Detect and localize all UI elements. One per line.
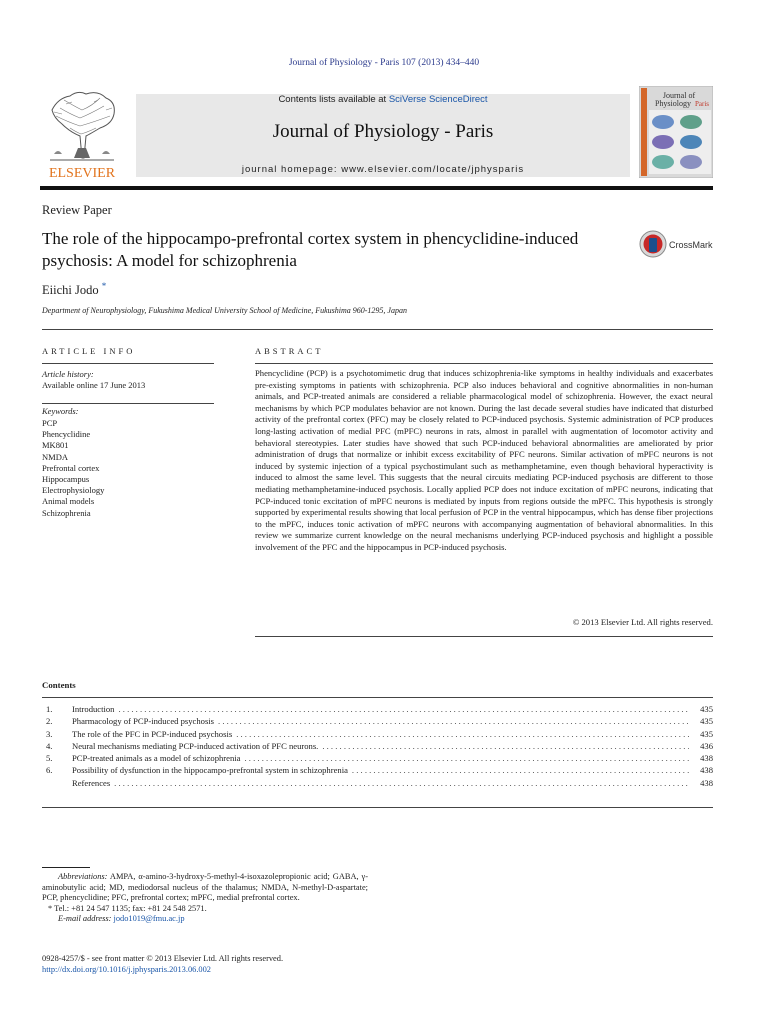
toc-leader: [322, 740, 689, 752]
toc-title[interactable]: PCP-treated animals as a model of schizophrenia: [72, 753, 241, 764]
keyword: NMDA: [42, 451, 68, 462]
email-label: E-mail address:: [58, 914, 112, 924]
toc-item[interactable]: [46, 728, 713, 740]
toc-title[interactable]: Neural mechanisms mediating PCP-induced activation of PFC neurons.: [72, 740, 319, 751]
abstract-copyright: © 2013 Elsevier Ltd. All rights reserved.: [572, 617, 713, 627]
toc-item[interactable]: [46, 764, 713, 776]
toc-page: 438: [700, 753, 713, 764]
toc-item[interactable]: [46, 715, 713, 727]
toc-number: 4.: [46, 740, 53, 751]
keyword: Phencyclidine: [42, 429, 91, 440]
elsevier-tree-icon: [40, 88, 124, 180]
toc-item[interactable]: [46, 777, 713, 789]
telephone-text: Tel.: +81 24 547 1135; fax: +81 24 548 2571.: [54, 903, 207, 913]
toc-page: 435: [700, 716, 713, 727]
cover-title-line2: Physiology: [654, 99, 692, 108]
toc-leader: [218, 715, 689, 727]
cover-title-line3: Paris: [695, 100, 709, 108]
abbreviations-footnote: [42, 872, 368, 904]
table-of-contents: [46, 703, 713, 789]
issn-block: [42, 953, 283, 975]
toc-title[interactable]: Pharmacology of PCP-induced psychosis: [72, 716, 215, 727]
toc-leader: [114, 777, 689, 789]
abbreviations-label: Abbreviations:: [58, 872, 108, 881]
toc-page: 435: [700, 704, 713, 714]
toc-page: 435: [700, 728, 713, 739]
toc-page: 438: [700, 777, 713, 788]
article-info-heading: ARTICLE INFO: [42, 346, 136, 356]
author-name: Eiichi Jodo: [42, 283, 99, 298]
abstract-bottom-rule: [255, 636, 713, 637]
author-footnote-link[interactable]: *: [101, 281, 107, 291]
author: [42, 281, 106, 298]
contents-top-rule: [42, 697, 713, 698]
contents-availability: [136, 94, 630, 105]
toc-number: 1.: [46, 704, 53, 714]
article-history-value: Available online 17 June 2013: [42, 380, 146, 390]
doi-link[interactable]: http://dx.doi.org/10.1016/j.jphysparis.2013.06.002: [42, 965, 211, 974]
article-info-rule: [42, 363, 214, 364]
crossmark-label: CrossMark: [669, 240, 713, 250]
footnote-mark: *: [48, 903, 53, 913]
contents-heading: Contents: [42, 680, 76, 690]
elsevier-logo: [40, 88, 124, 180]
journal-title: Journal of Physiology - Paris: [272, 121, 494, 142]
email-footnote: [42, 914, 368, 925]
toc-leader: [245, 752, 690, 764]
toc-number: 6.: [46, 765, 53, 776]
toc-leader: [352, 764, 689, 776]
affiliation-rule: [42, 329, 713, 330]
article-title: The role of the hippocampo-prefrontal cortex system in phencyclidine-induced psychosis: A model for schizophrenia: [42, 229, 579, 270]
keyword: Prefrontal cortex: [42, 462, 100, 473]
issn-line: 0928-4257/$ - see front matter © 2013 Elsevier Ltd. All rights reserved.: [42, 954, 284, 963]
toc-number: 5.: [46, 753, 53, 764]
toc-title[interactable]: The role of the PFC in PCP-induced psychosis: [72, 728, 233, 739]
toc-item[interactable]: [46, 740, 713, 752]
toc-title[interactable]: Possibility of dysfunction in the hippocampo-prefrontal system in schizophrenia: [72, 765, 348, 776]
journal-homepage[interactable]: journal homepage: www.elsevier.com/locate/jphysparis: [241, 164, 525, 175]
toc-page: 436: [700, 740, 713, 751]
keyword: PCP: [42, 418, 58, 428]
abbreviations-text: AMPA, α-amino-3-hydroxy-5-methyl-4-isoxazolepropionic acid; GABA, γ-aminobutylic acid; MD, mediodorsal nucleus of the thalamus; NMDA, N-methyl-D-aspartate; PCP, phencyclidine; PFC, prefrontal cortex; mPFC, medial prefrontal cortex.: [42, 872, 368, 903]
article-history-label: Article history:: [42, 369, 94, 379]
keyword: Animal models: [42, 496, 95, 507]
keyword: Hippocampus: [42, 474, 90, 485]
keywords-list: [42, 418, 104, 519]
author-affiliation: Department of Neurophysiology, Fukushima Medical University School of Medicine, Fukushima 960-1295, Japan: [42, 306, 407, 315]
toc-title[interactable]: Introduction: [72, 704, 115, 714]
email-link[interactable]: jodo1019@fmu.ac.jp: [113, 914, 185, 924]
toc-page: 438: [700, 765, 713, 776]
article-type: Review Paper: [42, 203, 112, 217]
cover-title-line1: Journal of: [662, 91, 696, 100]
toc-number: 2.: [46, 716, 53, 727]
abstract-rule: [255, 363, 713, 364]
footnote-rule: [42, 867, 90, 868]
toc-item[interactable]: [46, 752, 713, 764]
history-rule: [42, 403, 214, 404]
sciencedirect-link[interactable]: SciVerse ScienceDirect: [388, 94, 488, 105]
toc-number: 3.: [46, 728, 53, 739]
keyword: Electrophysiology: [42, 485, 105, 496]
telephone-footnote: [42, 904, 368, 915]
contents-prefix: Contents lists available at: [278, 94, 389, 105]
toc-leader: [118, 703, 689, 715]
publisher-wordmark: ELSEVIER: [48, 166, 116, 180]
keyword: MK801: [42, 440, 69, 451]
keyword: Schizophrenia: [42, 507, 91, 518]
contents-bottom-rule: [42, 807, 713, 808]
crossmark-badge[interactable]: [639, 230, 719, 260]
footnotes: [42, 872, 368, 925]
header-rule: [40, 186, 713, 190]
journal-citation[interactable]: Journal of Physiology - Paris 107 (2013) 434–440: [288, 58, 480, 68]
abstract-text: Phencyclidine (PCP) is a psychotomimetic drug that induces schizophrenia-like symptoms in healthy individuals and exacerbates pre-existing symptoms in patients with schizophrenia. PCP also induces behavioral and cognitive abnormalities in non-human animals, and PCP-treated animals are considered a reliable pharmacological model of schizophrenia. However, the exact neural mechanisms by which PCP modulates behavior are not known. During the last decade several studies have indicated that disturbed activity of the prefrontal cortex (PFC) may be closely related to PCP-induced psychosis. Systemic administration of PCP produces long-lasting activation of medial PFC (mPFC) neurons in rats, almost in parallel with augmentation of locomotor activity and behavioral stereotypies. Later studies have showed that such PCP-induced behavioral abnormalities are ameliorated by prior administration of drugs that normalize or inhibit excess excitability of PFC neurons. Similar activation of mPFC neurons is not induced by systemic injection of a typical psychostimulant such as methamphetamine, even though behavioral hyperactivity is induced to almost the same level. This suggests that the neural circuits mediating PCP-induced psychosis are different to those mediating methamphetamine-induced psychosis. Locally applied PCP does not induce excitation of mPFC neurons, indicating that PCP-induced tonic excitation of mPFC neurons is mediated by inputs from regions outside the mPFC. This hypothesis is strongly supported by experimental results showing that local perfusion of PCP in the ventral hippocampus, which has dense fiber projections to the mPFC, induces tonic activation of mPFC neurons with accompanying augmentation of behavioral abnormalities. In this review we summarize current knowledge on the neural mechanisms underlying PCP-induced psychosis and highlight a possible involvement of the PFC and the hippocampus in PCP-induced psychosis.: [255, 368, 713, 552]
abstract-heading: ABSTRACT: [255, 346, 324, 356]
journal-cover-thumbnail[interactable]: [639, 86, 713, 178]
toc-title[interactable]: References: [72, 777, 111, 788]
toc-item[interactable]: [46, 703, 713, 715]
toc-leader: [236, 728, 689, 740]
keywords-label: Keywords:: [42, 406, 79, 416]
